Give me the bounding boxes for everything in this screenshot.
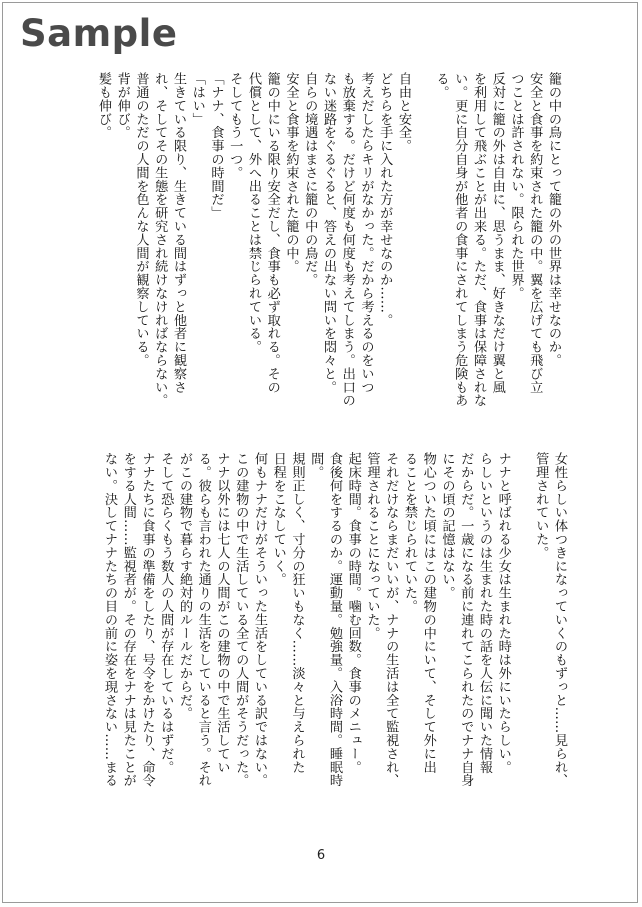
text-block-top: [93, 72, 562, 432]
text-line: それだけならまだいいが、ナナの生活は全て監視され、: [383, 452, 399, 787]
text-line: [412, 72, 431, 432]
text-line: れ、そしてその生態を研究され続けなければならない。: [152, 72, 168, 407]
text-line: をする人間……監視者が。その存在をナナは見たことが: [120, 452, 136, 787]
text-line: ることを禁じられていた。: [402, 452, 417, 613]
text-line: 「ナナ、食事の時間だ」: [208, 72, 224, 220]
text-line: 管理されることになっていた。: [364, 452, 380, 640]
text-line: 代償として、外へ出ることは禁じられている。: [246, 72, 261, 354]
text-line: 生きている限り、生きている間はずっと他者に観察さ: [171, 72, 186, 394]
text-line: にその頃の記憶はない。: [439, 452, 455, 600]
text-line: 物心ついた頃にはこの建物の中にいて、そして外に出: [420, 452, 436, 774]
text-line: 自らの境遇はまさに籠の中の鳥だ。: [302, 72, 318, 287]
sample-watermark: Sample: [20, 12, 178, 55]
text-line: がこの建物で暮らす絶対的ルールだからだ。: [177, 452, 192, 720]
text-line: 女性らしい体つきになっていくのもずっと……見られ、: [552, 452, 567, 787]
text-line: 背が伸び。: [114, 72, 130, 139]
text-line: 髪も伸び。: [96, 72, 111, 139]
text-line: だからだ。一歳になる前に連れてこられたのでナナ自身: [458, 452, 474, 787]
text-line: 規則正しく、寸分の狂いもなく……淡々と与えられた: [289, 452, 305, 774]
text-line: 管理されていた。: [533, 452, 549, 560]
text-line: 普通のただの人間を色んな人間が観察している。: [133, 72, 149, 367]
text-line: 安全と食事を約束された籠の中。: [283, 72, 299, 273]
text-line: つことは許されない。限られた世界。: [508, 72, 524, 300]
text-line: る。: [433, 72, 449, 99]
text-line: 食後何をするのか。運動量。勉強量。入浴時間。睡眠時: [327, 452, 342, 787]
text-block-bottom: [99, 452, 568, 830]
text-line: ナナ以外には七人の人間がこの建物の中で生活してい: [214, 452, 230, 774]
text-line: 起床時間。食事の時間。噛む回数。食事のメニュー。: [345, 452, 361, 774]
text-line: 「はい」: [189, 72, 205, 126]
text-line: 籠の中の鳥にとって籠の外の世界は幸せなのか。: [546, 72, 561, 367]
text-line: 間。: [308, 452, 324, 479]
text-line: この建物の中で生活している全ての人間がそうだった。: [233, 452, 249, 787]
text-line: 反対に籠の外は自由に、思うまま、好きなだけ翼と風: [489, 72, 505, 394]
text-line: も放棄する。だけど何度も何度も考えてしまう。出口の: [339, 72, 355, 407]
text-line: る。彼らも言われた通りの生活をしていると言う。それ: [195, 452, 211, 787]
text-line: [512, 452, 531, 830]
text-line: 籠の中にいる限り安全だし、食事も必ず取れる。その: [264, 72, 280, 394]
text-line: ない。決してナナたちの目の前に姿を現さない……まる: [102, 452, 117, 787]
text-line: 何もナナだけがそういった生活をしている訳ではない。: [252, 452, 267, 787]
text-line: を利用して飛ぶことが出来る。ただ、食事は保障されな: [471, 72, 486, 407]
text-line: ない迷路をぐるぐると、答えの出ない問いを悶々と。: [321, 72, 336, 394]
page-number: 6: [316, 848, 326, 863]
text-line: らしいというのは生まれた時の話を人伝に聞いた情報: [477, 452, 492, 774]
text-line: 日程をこなしていく。: [270, 452, 286, 586]
text-line: そしてもう一つ。: [227, 72, 243, 180]
text-line: どちらを手に入れた方が幸せなのか……。: [377, 72, 393, 327]
text-line: 自由と安全。: [396, 72, 411, 153]
text-line: い。更に自分自身が他者の食事にされてしまう危険もあ: [452, 72, 468, 407]
text-line: ナナと呼ばれる少女は生まれた時は外にいたらしい。: [495, 452, 511, 774]
text-line: 考えだしたらキリがなかった。だから考えるのをいつ: [358, 72, 374, 394]
text-line: ナナたちに食事の準備をしたり、号令をかけたり、命令: [139, 452, 155, 787]
text-line: 安全と食事を約束された籠の中。翼を広げても飛び立: [527, 72, 543, 394]
text-line: そして恐らくもう数人の人間が存在しているはずだ。: [158, 452, 174, 774]
